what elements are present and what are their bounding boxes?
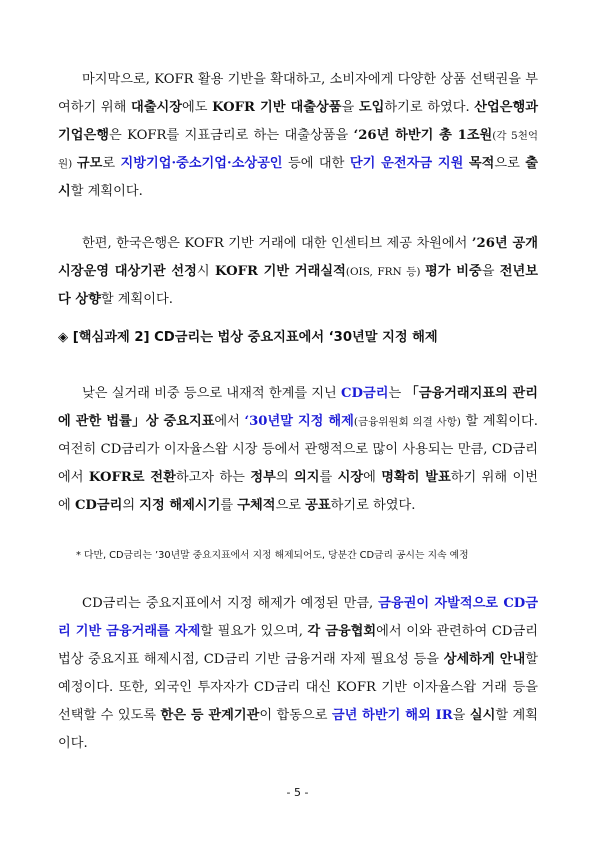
footnote-cd-disclosure: * 다만, CD금리는 ’30년말 중요지표에서 지정 해제되어도, 당분간 CD금리 공시는 지속 예정	[76, 550, 469, 561]
paragraph-kofr-loans: 마지막으로, KOFR 활용 기반을 확대하고, 소비자에게 다양한 상품 선택권을 부여하기 위해 대출시장에도 KOFR 기반 대출상품을 도입하기로 하였다. 산업은행과 기업은행은 KOFR를 지표금리로 하는 대출상품을 ‘26년 하반기 총 1조원(각 5천억원) 규모로 지방기업·중소기업·소상공인 등에 대한 단기 운전자금 지원 목적으로 출시할 계획이다.	[58, 72, 538, 199]
diamond-bullet-icon: ◈	[58, 330, 69, 345]
paragraph-cd-rate-avoidance: CD금리는 중요지표에서 지정 해제가 예정된 만큼, 금융권이 자발적으로 CD금리 기반 금융거래를 자제할 필요가 있으며, 각 금융협회에서 이와 관련하여 CD금리 법상 중요지표 해제시점, CD금리 기반 금융거래 자제 필요성 등을 상세하게 안내할 예정이다. 또한, 외국인 투자자가 CD금리 대신 KOFR 기반 이자율스왑 거래 등을 선택할 수 있도록 한은 등 관계기관이 합동으로 금년 하반기 해외 IR을 실시할 계획이다.	[58, 596, 538, 751]
paragraph-cd-rate-designation: 낮은 실거래 비중 등으로 내재적 한계를 지닌 CD금리는 「금융거래지표의 관리에 관한 법률」상 중요지표에서 ‘30년말 지정 해제(금융위원회 의결 사항) 할 계획이다. 여전히 CD금리가 이자율스왑 시장 등에서 관행적으로 많이 사용되는 만큼, CD금리에서 KOFR로 전환하고자 하는 정부의 의지를 시장에 명확히 발표하기 위해 이번에 CD금리의 지정 해제시기를 구체적으로 공표하기로 하였다.	[58, 386, 539, 513]
page-number: - 5 -	[286, 786, 309, 799]
paragraph-bok-incentive: 한편, 한국은행은 KOFR 기반 거래에 대한 인센티브 제공 차원에서 ’26년 공개시장운영 대상기관 선정시 KOFR 기반 거래실적(OIS, FRN 등) 평가 비중을 전년보다 상향할 계획이다.	[58, 236, 538, 307]
section-heading-core-task-2: ◈ [핵심과제 2] CD금리는 법상 중요지표에서 ‘30년말 지정 해제	[58, 330, 438, 345]
